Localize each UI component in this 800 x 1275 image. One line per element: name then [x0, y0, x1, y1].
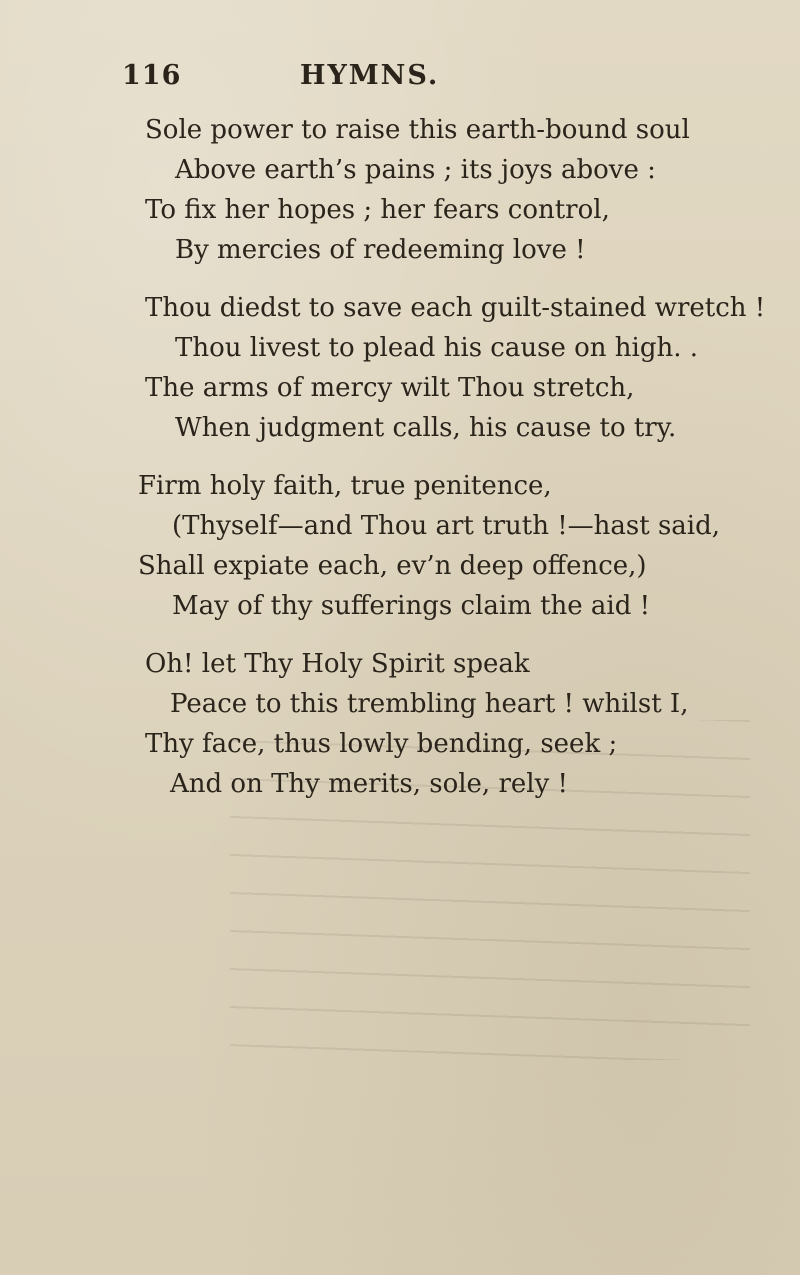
verse-line: Above earth’s pains ; its joys above :: [175, 155, 656, 185]
verse-line: When judgment calls, his cause to try.: [175, 413, 677, 443]
verse-line: (Thyself—and Thou art truth !—hast said,: [172, 511, 721, 541]
verse-line: Thou livest to plead his cause on high. .: [175, 333, 699, 363]
stanza-3: [0, 466, 800, 626]
page-header: [0, 50, 800, 100]
running-title: HYMNS.: [300, 60, 440, 91]
verse-line: Peace to this trembling heart ! whilst I,: [170, 689, 689, 719]
page-number: 116: [122, 60, 182, 91]
verse-line: Oh! let Thy Holy Spirit speak: [145, 649, 530, 679]
stanza-2: [0, 288, 800, 448]
hymn-body: [0, 110, 800, 804]
verse-line: And on Thy merits, sole, rely !: [170, 769, 568, 799]
stanza-4: [0, 644, 800, 804]
verse-line: May of thy sufferings claim the aid !: [172, 591, 651, 621]
stanza-spacer: [0, 270, 800, 288]
verse-line: Shall expiate each, ev’n deep offence,): [138, 551, 647, 581]
stanza-1: [0, 110, 800, 270]
verse-line: Thou diedst to save each guilt-stained wretch !: [145, 293, 766, 323]
verse-line: To fix her hopes ; her fears control,: [145, 195, 610, 225]
verse-line: By mercies of redeeming love !: [175, 235, 586, 265]
stanza-spacer: [0, 448, 800, 466]
stanza-spacer: [0, 626, 800, 644]
verse-line: The arms of mercy wilt Thou stretch,: [145, 373, 635, 403]
verse-line: Sole power to raise this earth-bound soul: [145, 115, 690, 145]
verse-line: Thy face, thus lowly bending, seek ;: [145, 729, 618, 759]
verse-line: Firm holy faith, true penitence,: [138, 471, 552, 501]
